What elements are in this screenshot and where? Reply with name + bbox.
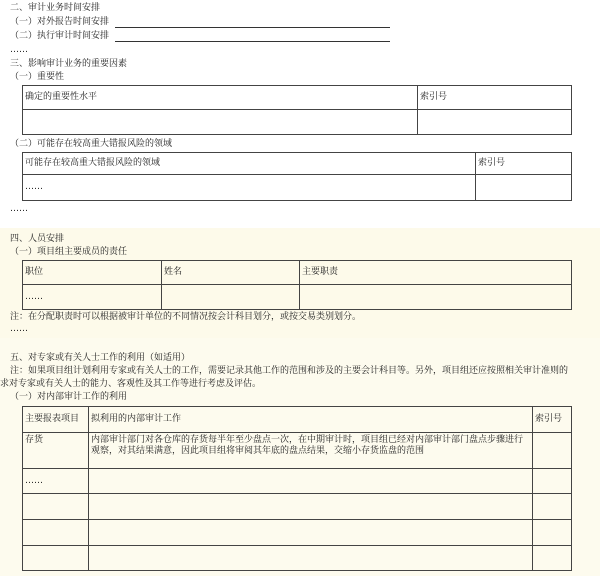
report-item-header: 主要报表项目: [23, 407, 89, 433]
internal-audit-index-cell-3: [533, 494, 572, 520]
sec3-sub2: （二）可能存在较高重大错报风险的领域: [10, 139, 173, 149]
internal-audit-index-cell-5: [533, 546, 572, 571]
sec2-ellipsis: ……: [10, 45, 28, 55]
internal-audit-work-cell-5: [89, 546, 533, 571]
sec5-note-line2: 求对专家或有关人士的能力、客观性及其工作等进行考虑及评估。: [0, 379, 262, 389]
sec2-item2-blank: [115, 41, 390, 42]
materiality-index-cell: [418, 110, 572, 135]
report-item-cell-4: [23, 520, 89, 546]
sec2-item2: （二）执行审计时间安排: [10, 31, 110, 41]
sec4-note: 注：在分配职责时可以根据被审计单位的不同情况按会计科目划分，或按交易类别划分。: [10, 312, 362, 322]
position-cell: ……: [23, 285, 162, 310]
internal-audit-work-cell: 内部审计部门对各仓库的存货每半年至少盘点一次，在中期审计时，项目组已经对内部审计部门盘点步骤进行观察，对其结果满意，因此项目组将审阅其年底的盘点结果，交缩小存货监盘的范围: [89, 433, 533, 469]
sec2-item1-blank: [115, 27, 390, 28]
internal-audit-index-cell-4: [533, 520, 572, 546]
sec4-ellipsis: ……: [10, 324, 28, 334]
risk-areas-table: [22, 152, 572, 201]
duties-cell: [300, 285, 572, 310]
materiality-level-cell: [23, 110, 418, 135]
name-header: 姓名: [162, 261, 300, 285]
sec2-heading: 二、审计业务时间安排: [10, 3, 101, 13]
report-item-cell: 存货: [23, 433, 89, 469]
internal-audit-work-cell-3: [89, 494, 533, 520]
sec3-heading: 三、影响审计业务的重要因素: [10, 59, 128, 69]
internal-audit-table: [22, 406, 572, 571]
risk-index-header: 索引号: [476, 153, 572, 175]
internal-audit-index-cell: [533, 433, 572, 469]
risk-index-cell: [476, 175, 572, 201]
sec3-sub1: （一）重要性: [10, 72, 65, 82]
materiality-table: [22, 85, 572, 135]
internal-audit-work-cell-4: [89, 520, 533, 546]
risk-area-header: 可能存在较高重大错报风险的领域: [23, 153, 476, 175]
report-item-cell-5: [23, 546, 89, 571]
duties-header: 主要职责: [300, 261, 572, 285]
sec5-note-line1: 注：如果项目组计划利用专家或有关人士的工作，需要记录其他工作的范围和涉及的主要会计科目等。另外，项目组还应按照相关审计准则的: [10, 366, 569, 376]
sec4-heading: 四、人员安排: [10, 234, 65, 244]
team-responsibilities-table: [22, 260, 572, 310]
internal-audit-work-cell-2: [89, 469, 533, 494]
internal-audit-index-header: 索引号: [533, 407, 572, 433]
report-item-cell-2: ……: [23, 469, 89, 494]
internal-audit-work-header: 拟利用的内部审计工作: [89, 407, 533, 433]
sec4-sub1: （一）项目组主要成员的责任: [10, 247, 128, 257]
materiality-index-header: 索引号: [418, 86, 572, 110]
name-cell: [162, 285, 300, 310]
internal-audit-index-cell-2: [533, 469, 572, 494]
position-header: 职位: [23, 261, 162, 285]
sec3-ellipsis: ……: [10, 204, 28, 214]
risk-area-cell: ……: [23, 175, 476, 201]
materiality-level-header: 确定的重要性水平: [23, 86, 418, 110]
report-item-cell-3: [23, 494, 89, 520]
sec2-item1: （一）对外报告时间安排: [10, 17, 110, 27]
sec5-heading: 五、对专家或有关人士工作的利用（如适用）: [10, 353, 191, 363]
sec5-sub1: （一）对内部审计工作的利用: [10, 392, 128, 402]
